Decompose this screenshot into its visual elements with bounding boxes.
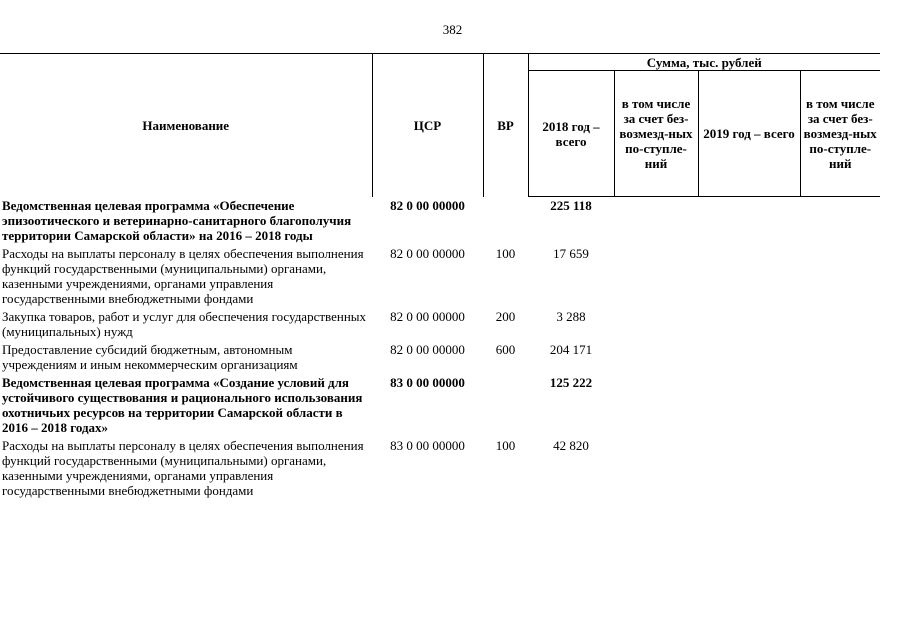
header-2018-total: 2018 год – всего	[528, 71, 614, 197]
row-vr: 100	[495, 245, 516, 261]
header-2019-free: в том числе за счет без-возмезд-ных по-ступле-ний	[800, 71, 880, 197]
row-csr: 82 0 00 00000	[390, 308, 465, 324]
row-name: Закупка товаров, работ и услуг для обеспечения государственных (муниципальных) нужд	[2, 308, 367, 339]
page-number: 382	[442, 22, 463, 37]
row-2018: 17 659	[553, 245, 589, 261]
table-row	[0, 341, 880, 374]
row-2018: 225 118	[550, 198, 592, 213]
table-row	[0, 245, 880, 308]
row-name: Ведомственная целевая программа «Создание условий для устойчивого существования и рационального использования охотничьих ресурсов на территории Самарской области в 2016 – 2018 годах»	[2, 374, 363, 435]
row-csr: 82 0 00 00000	[390, 197, 465, 213]
row-2018: 125 222	[549, 374, 593, 390]
budget-table	[0, 53, 880, 500]
header-vr: ВР	[483, 54, 528, 197]
row-2018: 204 171	[549, 341, 593, 357]
row-vr: 600	[495, 341, 516, 357]
row-vr	[483, 374, 528, 437]
row-name: Ведомственная целевая программа «Обеспечение эпизоотического и ветеринарно-санитарного благополучия территории Самарской области» на 2016 – 2018 годы	[2, 197, 352, 243]
header-2018-free: в том числе за счет без-возмезд-ных по-ступле-ний	[614, 71, 698, 197]
row-vr: 200	[495, 308, 516, 324]
row-name: Предоставление субсидий бюджетным, автономным учреждениям и иным некоммерческим организациям	[2, 341, 298, 372]
table-row	[0, 374, 880, 437]
row-name: Расходы на выплаты персоналу в целях обеспечения выполнения функций государственными (муниципальными) органами, казенными учреждениями, органами управления государственными внебюджетными фондами	[2, 245, 364, 306]
row-csr: 82 0 00 00000	[390, 341, 465, 357]
row-2018: 42 820	[553, 437, 589, 453]
table-row	[0, 308, 880, 341]
header-name: Наименование	[0, 54, 372, 197]
table-row	[0, 437, 880, 500]
row-csr: 82 0 00 00000	[390, 245, 465, 261]
row-2018: 3 288	[556, 308, 586, 324]
row-csr: 83 0 00 00000	[390, 437, 465, 453]
header-sum: Сумма, тыс. рублей	[528, 54, 880, 71]
table-row	[0, 197, 880, 245]
row-name: Расходы на выплаты персоналу в целях обеспечения выполнения функций государственными (муниципальными) органами, казенными учреждениями, органами управления государственными внебюджетными фондами	[2, 437, 364, 498]
row-vr	[483, 197, 528, 245]
row-csr: 83 0 00 00000	[390, 374, 465, 390]
header-csr: ЦСР	[372, 54, 483, 197]
header-2019-total: 2019 год – всего	[698, 71, 800, 197]
row-vr: 100	[495, 437, 516, 453]
